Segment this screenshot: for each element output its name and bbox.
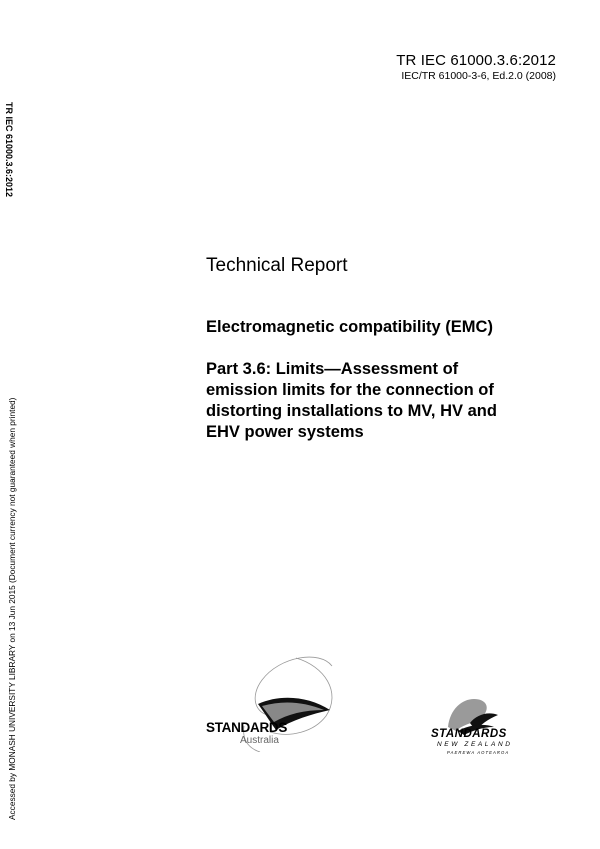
access-notice: Accessed by MONASH UNIVERSITY LIBRARY on 13 Jun 2015 (Document currency not guaranteed when printed) bbox=[7, 397, 17, 820]
adopted-from: IEC/TR 61000-3-6, Ed.2.0 (2008) bbox=[401, 70, 556, 82]
title-part-line: emission limits for the connection of bbox=[206, 381, 494, 399]
nz-logo-maori: PAEREWA AOTEAROA bbox=[447, 750, 510, 755]
nz-logo-sub: NEW ZEALAND bbox=[437, 741, 513, 748]
standard-number: TR IEC 61000.3.6:2012 bbox=[396, 52, 556, 69]
title-part-line: EHV power systems bbox=[206, 423, 364, 441]
nz-logo-name: STANDARDS bbox=[431, 728, 507, 740]
title-main: Electromagnetic compatibility (EMC) bbox=[206, 318, 493, 336]
title-part-line: distorting installations to MV, HV and bbox=[206, 402, 497, 420]
title-part-line: Part 3.6: Limits—Assessment of bbox=[206, 360, 459, 378]
au-logo-sub: Australia bbox=[240, 735, 279, 746]
au-logo-name: STANDARDS bbox=[206, 720, 288, 735]
vertical-standard-ref: TR IEC 61000.3.6:2012 bbox=[4, 102, 14, 198]
report-type: Technical Report bbox=[206, 255, 348, 276]
title-part bbox=[206, 359, 566, 443]
